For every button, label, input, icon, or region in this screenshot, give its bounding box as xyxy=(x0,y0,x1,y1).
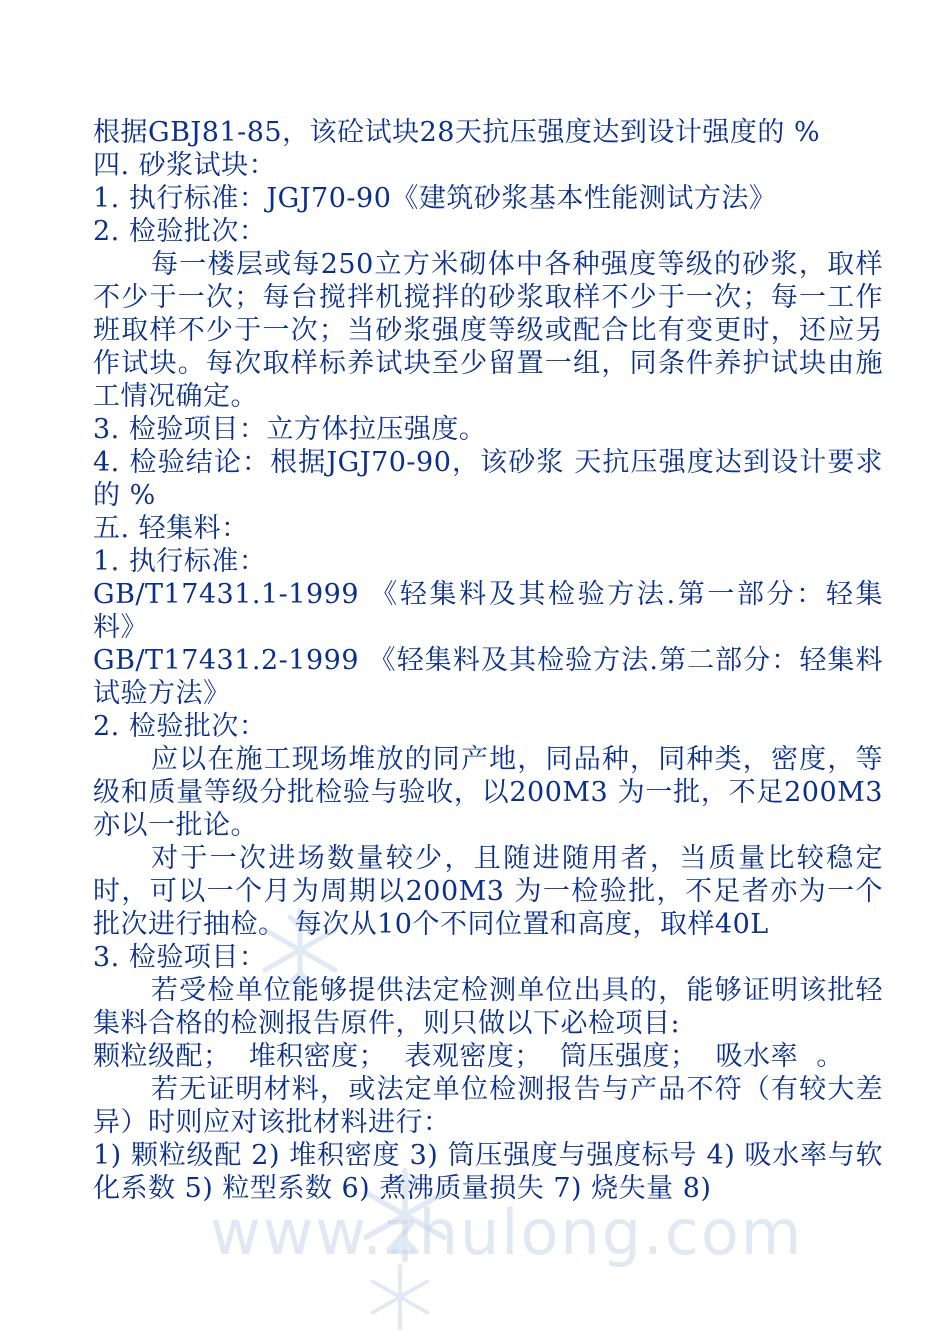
text-line: 2. 检验批次： xyxy=(93,711,267,742)
text-line: 颗粒级配； 堆积密度； 表观密度； 筒压强度； 吸水率 。 xyxy=(93,1041,844,1072)
text-line: 2. 检验批次： xyxy=(93,216,267,247)
section-heading: 四. 砂浆试块： xyxy=(93,150,277,181)
standard-reference: GB/T17431.1-1999 《轻集料及其检验方法.第一部分：轻集料》 xyxy=(93,579,883,643)
document-body xyxy=(93,116,883,1205)
paragraph: 若无证明材料，或法定单位检测报告与产品不符（有较大差异）时则应对该批材料进行： xyxy=(93,1074,883,1138)
snowflake-icon xyxy=(360,1262,440,1332)
paragraph: 对于一次进场数量较少，且随进随用者，当质量比较稳定时，可以一个月为周期以200M3 为一检验批，不足者亦为一个批次进行抽检。 每次从10个不同位置和高度，取样40L xyxy=(93,843,883,940)
paragraph: 4. 检验结论：根据JGJ70-90，该砂浆 天抗压强度达到设计要求的 % xyxy=(93,447,883,511)
section-heading: 五. 轻集料： xyxy=(93,513,249,544)
paragraph: 每一楼层或每250立方米砌体中各种强度等级的砂浆，取样不少于一次；每台搅拌机搅拌的砂浆取样不少于一次；每一工作班取样不少于一次；当砂浆强度等级或配合比有变更时，还应另作试块。每次取样标养试块至少留置一组，同条件养护试块由施工情况确定。 xyxy=(93,249,883,412)
watermark-text: www.zhulong.com xyxy=(210,1196,804,1269)
text-line: 3. 检验项目： xyxy=(93,942,267,973)
text-line: 1. 执行标准：JGJ70-90《建筑砂浆基本性能测试方法》 xyxy=(93,183,777,214)
paragraph: 1) 颗粒级配 2) 堆积密度 3) 筒压强度与强度标号 4) 吸水率与软化系数 5) 粒型系数 6) 煮沸质量损失 7) 烧失量 8) xyxy=(93,1140,883,1204)
paragraph: 若受检单位能够提供法定检测单位出具的，能够证明该批轻集料合格的检测报告原件，则只做以下必检项目: xyxy=(93,975,883,1039)
text-line: 1. 执行标准： xyxy=(93,546,267,577)
text-line: 3. 检验项目：立方体拉压强度。 xyxy=(93,414,487,445)
standard-reference: GB/T17431.2-1999 《轻集料及其检验方法.第二部分：轻集料试验方法》 xyxy=(93,645,883,709)
paragraph: 应以在施工现场堆放的同产地，同品种，同种类，密度，等级和质量等级分批检验与验收，以200M3 为一批，不足200M3亦以一批论。 xyxy=(93,744,883,841)
text-line: 根据GBJ81-85，该砼试块28天抗压强度达到设计强度的 % xyxy=(93,117,821,148)
